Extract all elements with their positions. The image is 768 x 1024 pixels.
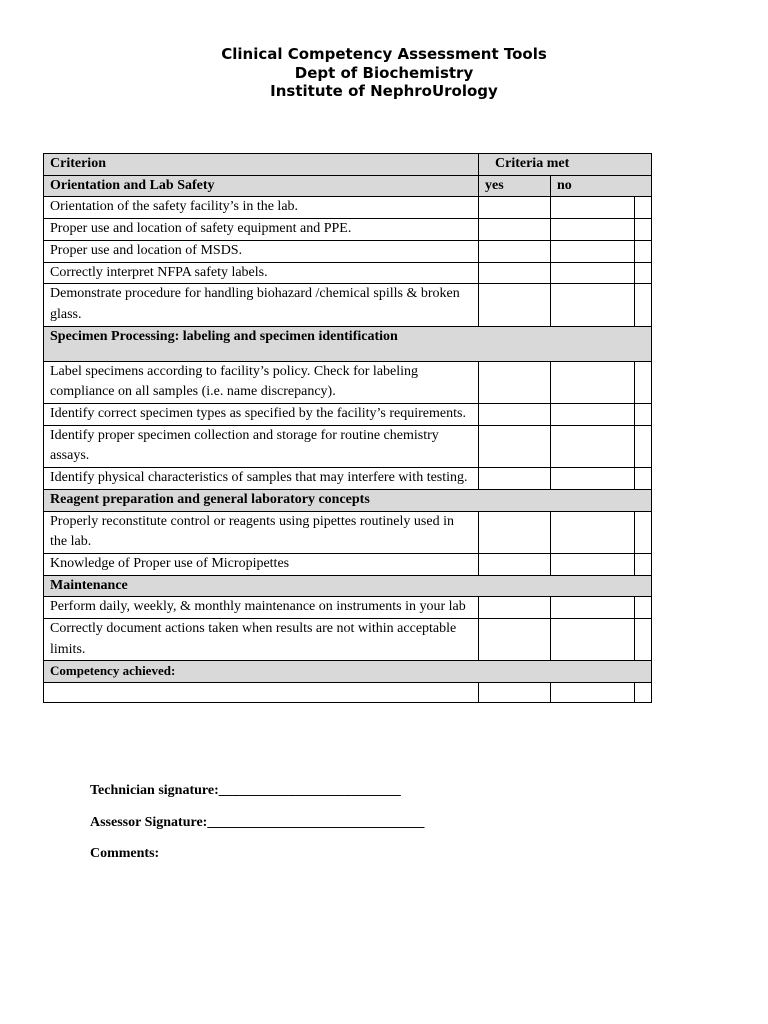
table-row (44, 240, 652, 262)
section-row (44, 175, 652, 197)
title-line-2: Dept of Biochemistry (294, 63, 474, 82)
table-row (44, 553, 652, 575)
extra-cell (635, 262, 652, 284)
yes-cell[interactable] (479, 197, 551, 219)
yes-header: yes (479, 175, 551, 197)
criterion-text: Identify correct specimen types as specified by the facility’s requirements. (44, 404, 479, 426)
table-row (44, 262, 652, 284)
table-row (44, 597, 652, 619)
section-title: Orientation and Lab Safety (44, 175, 479, 197)
yes-cell[interactable] (479, 511, 551, 553)
yes-cell[interactable] (479, 597, 551, 619)
yes-cell[interactable] (479, 219, 551, 241)
table-row (44, 511, 652, 553)
yes-cell[interactable] (479, 553, 551, 575)
no-cell[interactable] (551, 262, 635, 284)
no-cell[interactable] (551, 361, 635, 403)
competency-cell[interactable] (44, 683, 479, 703)
criterion-header: Criterion (44, 154, 479, 176)
no-cell[interactable] (551, 511, 635, 553)
section-title: Maintenance (44, 575, 652, 597)
extra-cell (635, 683, 652, 703)
competency-label: Competency achieved: (44, 661, 652, 683)
no-cell[interactable] (551, 404, 635, 426)
document-title (0, 45, 768, 101)
yes-cell[interactable] (479, 240, 551, 262)
criterion-text: Correctly document actions taken when results are not within acceptable limits. (44, 619, 479, 661)
table-row (44, 284, 652, 326)
section-title: Specimen Processing: labeling and specimen identification (44, 326, 652, 361)
table-row (44, 468, 652, 490)
section-title: Reagent preparation and general laboratory concepts (44, 489, 652, 511)
yes-cell[interactable] (479, 683, 551, 703)
no-cell[interactable] (551, 197, 635, 219)
competency-row (44, 661, 652, 683)
criterion-text: Proper use and location of safety equipment and PPE. (44, 219, 479, 241)
criterion-text: Properly reconstitute control or reagents using pipettes routinely used in the lab. (44, 511, 479, 553)
extra-cell (635, 197, 652, 219)
no-cell[interactable] (551, 597, 635, 619)
comments-label: Comments: (90, 846, 160, 861)
criterion-text: Demonstrate procedure for handling biohazard /chemical spills & broken glass. (44, 284, 479, 326)
yes-cell[interactable] (479, 284, 551, 326)
title-line-3: Institute of NephroUrology (270, 82, 498, 100)
criterion-text: Proper use and location of MSDS. (44, 240, 479, 262)
extra-cell (635, 597, 652, 619)
no-cell[interactable] (551, 619, 635, 661)
extra-cell (635, 404, 652, 426)
criterion-text: Knowledge of Proper use of Micropipettes (44, 553, 479, 575)
yes-cell[interactable] (479, 425, 551, 467)
no-cell[interactable] (551, 284, 635, 326)
extra-cell (635, 284, 652, 326)
extra-cell (635, 240, 652, 262)
extra-cell (635, 619, 652, 661)
competency-table (43, 153, 652, 703)
criteria-met-header: Criteria met (479, 154, 652, 176)
title-line-1: Clinical Competency Assessment Tools (221, 45, 547, 63)
table-row (44, 361, 652, 403)
assessor-signature-line[interactable]: Assessor Signature:_______________________________ (90, 815, 425, 830)
section-row (44, 326, 652, 361)
criterion-text: Perform daily, weekly, & monthly maintenance on instruments in your lab (44, 597, 479, 619)
yes-cell[interactable] (479, 262, 551, 284)
criterion-text: Label specimens according to facility’s policy. Check for labeling compliance on all samples (i.e. name discrepancy). (44, 361, 479, 403)
extra-cell (635, 553, 652, 575)
criterion-text: Identify proper specimen collection and storage for routine chemistry assays. (44, 425, 479, 467)
no-cell[interactable] (551, 553, 635, 575)
no-cell[interactable] (551, 683, 635, 703)
criterion-text: Identify physical characteristics of samples that may interfere with testing. (44, 468, 479, 490)
yes-cell[interactable] (479, 404, 551, 426)
table-row (44, 219, 652, 241)
section-row (44, 575, 652, 597)
table-row (44, 425, 652, 467)
extra-cell (635, 361, 652, 403)
yes-cell[interactable] (479, 468, 551, 490)
table-row (44, 619, 652, 661)
criterion-text: Correctly interpret NFPA safety labels. (44, 262, 479, 284)
no-cell[interactable] (551, 219, 635, 241)
extra-cell (635, 219, 652, 241)
table-row (44, 404, 652, 426)
technician-signature-line[interactable]: Technician signature:__________________________ (90, 783, 401, 798)
yes-cell[interactable] (479, 361, 551, 403)
extra-cell (635, 425, 652, 467)
table-header-row (44, 154, 652, 176)
table-row (44, 683, 652, 703)
no-cell[interactable] (551, 425, 635, 467)
extra-cell (635, 511, 652, 553)
extra-cell (635, 468, 652, 490)
no-cell[interactable] (551, 468, 635, 490)
table-row (44, 197, 652, 219)
no-cell[interactable] (551, 240, 635, 262)
no-header: no (551, 175, 652, 197)
section-row (44, 489, 652, 511)
criterion-text: Orientation of the safety facility’s in the lab. (44, 197, 479, 219)
yes-cell[interactable] (479, 619, 551, 661)
